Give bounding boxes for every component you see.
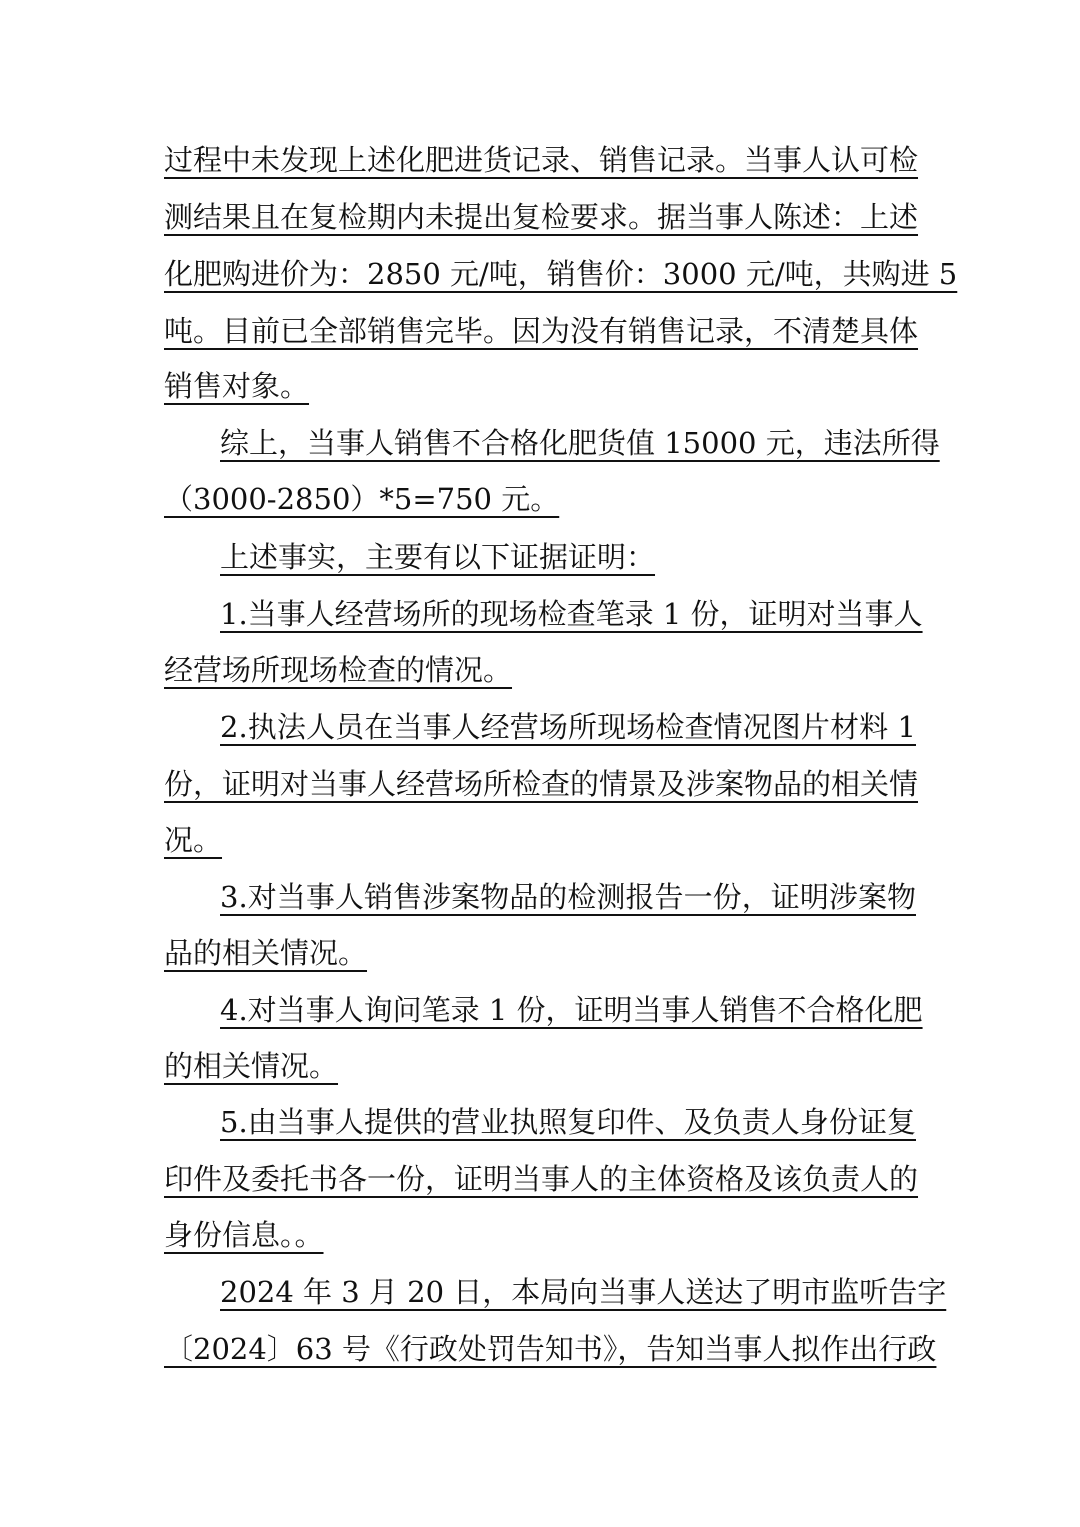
evidence-item-line: 2.执法人员在当事人经营场所现场检查情况图片材料 1 — [220, 710, 916, 744]
evidence-item-line: 身份信息。。 — [164, 1218, 324, 1252]
evidence-item-line: 5.由当事人提供的营业执照复印件、及负责人身份证复 — [220, 1105, 916, 1139]
evidence-item-line: 品的相关情况。 — [164, 936, 368, 970]
paragraph-line: （3000-2850）*5=750 元。 — [164, 482, 560, 516]
evidence-item-line: 印件及委托书各一份，证明当事人的主体资格及该负责人的 — [164, 1162, 919, 1196]
evidence-item-line: 3.对当事人销售涉案物品的检测报告一份，证明涉案物 — [220, 880, 916, 914]
paragraph-line: 测结果且在复检期内未提出复检要求。据当事人陈述：上述 — [164, 200, 919, 234]
evidence-item-line: 经营场所现场检查的情况。 — [164, 653, 513, 687]
evidence-item-line: 4.对当事人询问笔录 1 份，证明当事人销售不合格化肥 — [220, 993, 923, 1027]
evidence-heading: 上述事实，主要有以下证据证明： — [220, 540, 656, 574]
evidence-item-line: 况。 — [164, 823, 223, 857]
paragraph-line: 2024 年 3 月 20 日，本局向当事人送达了明市监听告字 — [220, 1275, 947, 1309]
paragraph-line: 化肥购进价为：2850 元/吨，销售价：3000 元/吨，共购进 5 — [164, 257, 958, 291]
paragraph-line: 销售对象。 — [164, 369, 310, 403]
evidence-item-line: 的相关情况。 — [164, 1049, 339, 1083]
evidence-item-line: 份，证明对当事人经营场所检查的情景及涉案物品的相关情 — [164, 767, 919, 801]
paragraph-line: 综上，当事人销售不合格化肥货值 15000 元，违法所得 — [220, 426, 940, 460]
evidence-item-line: 1.当事人经营场所的现场检查笔录 1 份，证明对当事人 — [220, 597, 923, 631]
paragraph-line: 〔2024〕63 号《行政处罚告知书》，告知当事人拟作出行政 — [164, 1332, 937, 1366]
paragraph-line: 吨。目前已全部销售完毕。因为没有销售记录，不清楚具体 — [164, 314, 919, 348]
paragraph-line: 过程中未发现上述化肥进货记录、销售记录。当事人认可检 — [164, 143, 919, 177]
